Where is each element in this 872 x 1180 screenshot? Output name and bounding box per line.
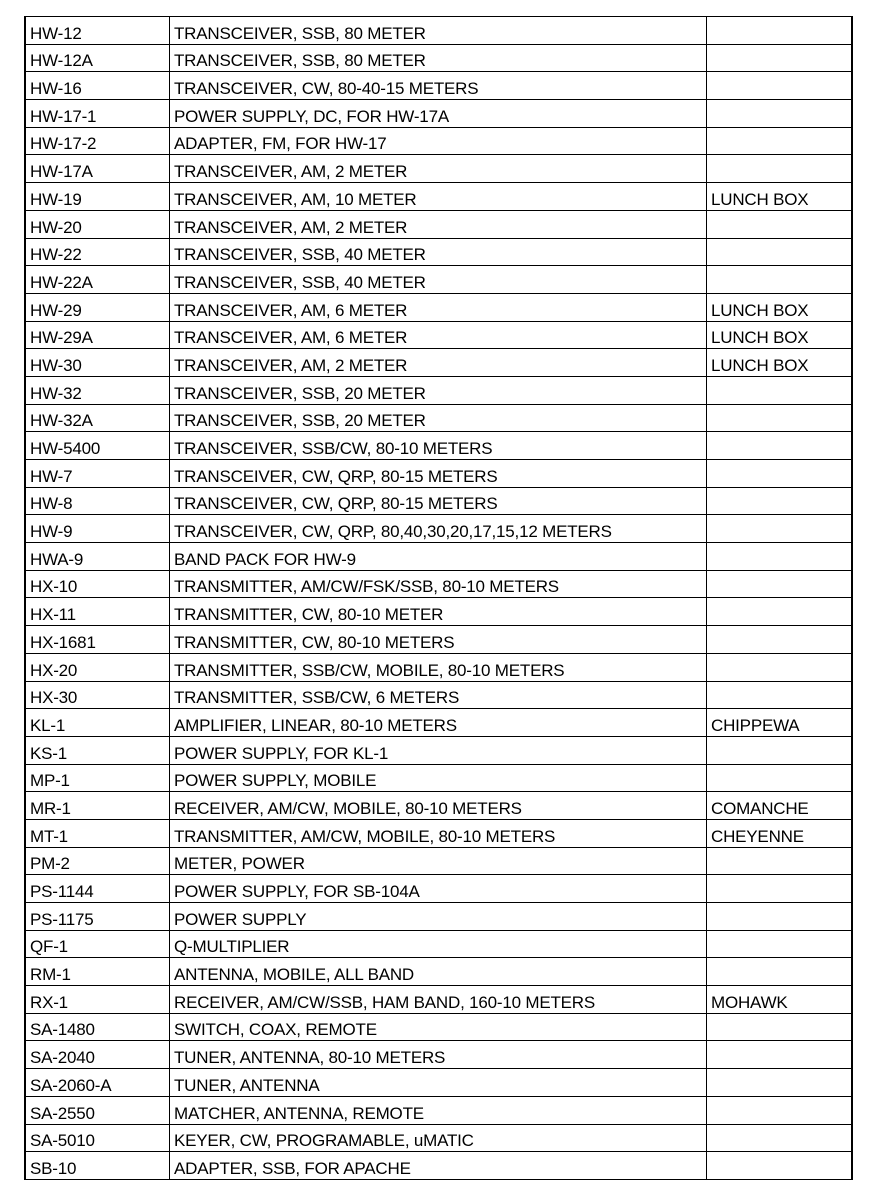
description-cell: TRANSCEIVER, AM, 2 METER (170, 349, 707, 377)
table-row (25, 709, 852, 737)
table-row (25, 1124, 852, 1152)
note-cell (707, 100, 853, 128)
description-cell: TRANSCEIVER, SSB, 80 METER (170, 44, 707, 72)
model-cell: PS-1144 (25, 875, 170, 903)
model-cell: HX-1681 (25, 626, 170, 654)
table-row (25, 1041, 852, 1069)
table-row (25, 847, 852, 875)
table-row (25, 127, 852, 155)
model-cell: HW-29A (25, 321, 170, 349)
note-cell (707, 653, 853, 681)
note-cell (707, 543, 853, 571)
table-row (25, 903, 852, 931)
table-row (25, 819, 852, 847)
description-cell: TRANSCEIVER, CW, QRP, 80-15 METERS (170, 487, 707, 515)
description-cell: POWER SUPPLY, FOR SB-104A (170, 875, 707, 903)
table-row (25, 930, 852, 958)
table-row (25, 681, 852, 709)
description-cell: TRANSCEIVER, SSB, 40 METER (170, 238, 707, 266)
model-cell: RM-1 (25, 958, 170, 986)
table-row (25, 293, 852, 321)
description-cell: RECEIVER, AM/CW/SSB, HAM BAND, 160-10 METERS (170, 986, 707, 1014)
description-cell: TRANSCEIVER, AM, 6 METER (170, 293, 707, 321)
model-cell: HW-22 (25, 238, 170, 266)
model-cell: HW-30 (25, 349, 170, 377)
note-cell (707, 266, 853, 294)
table-row (25, 210, 852, 238)
description-cell: TRANSCEIVER, AM, 6 METER (170, 321, 707, 349)
table-row (25, 183, 852, 211)
description-cell: ANTENNA, MOBILE, ALL BAND (170, 958, 707, 986)
table-row (25, 487, 852, 515)
table-row (25, 432, 852, 460)
table-row (25, 100, 852, 128)
note-cell (707, 1069, 853, 1097)
model-cell: MR-1 (25, 792, 170, 820)
note-cell: LUNCH BOX (707, 321, 853, 349)
model-cell: HW-32 (25, 376, 170, 404)
table-row (25, 986, 852, 1014)
note-cell: LUNCH BOX (707, 183, 853, 211)
description-cell: TRANSCEIVER, AM, 10 METER (170, 183, 707, 211)
note-cell (707, 376, 853, 404)
description-cell: TRANSMITTER, SSB/CW, MOBILE, 80-10 METERS (170, 653, 707, 681)
note-cell (707, 570, 853, 598)
table-row (25, 1013, 852, 1041)
table-row (25, 17, 852, 45)
parts-table-body (25, 17, 852, 1180)
model-cell: MP-1 (25, 764, 170, 792)
note-cell (707, 72, 853, 100)
note-cell (707, 210, 853, 238)
model-cell: HW-12 (25, 17, 170, 45)
description-cell: TRANSCEIVER, SSB, 80 METER (170, 17, 707, 45)
note-cell (707, 44, 853, 72)
description-cell: TRANSCEIVER, CW, 80-40-15 METERS (170, 72, 707, 100)
note-cell: COMANCHE (707, 792, 853, 820)
note-cell (707, 958, 853, 986)
note-cell (707, 875, 853, 903)
note-cell: CHIPPEWA (707, 709, 853, 737)
note-cell: LUNCH BOX (707, 293, 853, 321)
note-cell (707, 127, 853, 155)
table-row (25, 570, 852, 598)
description-cell: TRANSCEIVER, AM, 2 METER (170, 155, 707, 183)
note-cell (707, 903, 853, 931)
description-cell: Q-MULTIPLIER (170, 930, 707, 958)
model-cell: HW-12A (25, 44, 170, 72)
model-cell: HW-17-2 (25, 127, 170, 155)
note-cell: CHEYENNE (707, 819, 853, 847)
model-cell: HWA-9 (25, 543, 170, 571)
description-cell: MATCHER, ANTENNA, REMOTE (170, 1096, 707, 1124)
model-cell: SA-1480 (25, 1013, 170, 1041)
model-cell: HW-9 (25, 515, 170, 543)
note-cell (707, 404, 853, 432)
note-cell (707, 432, 853, 460)
model-cell: HX-20 (25, 653, 170, 681)
note-cell (707, 17, 853, 45)
table-row (25, 238, 852, 266)
description-cell: POWER SUPPLY, FOR KL-1 (170, 736, 707, 764)
description-cell: TRANSMITTER, AM/CW, MOBILE, 80-10 METERS (170, 819, 707, 847)
table-row (25, 764, 852, 792)
model-cell: HW-7 (25, 460, 170, 488)
description-cell: TRANSCEIVER, SSB, 20 METER (170, 404, 707, 432)
description-cell: TRANSMITTER, CW, 80-10 METERS (170, 626, 707, 654)
model-cell: KL-1 (25, 709, 170, 737)
description-cell: TRANSCEIVER, CW, QRP, 80-15 METERS (170, 460, 707, 488)
model-cell: HW-29 (25, 293, 170, 321)
model-cell: HW-5400 (25, 432, 170, 460)
note-cell (707, 1096, 853, 1124)
model-cell: HW-22A (25, 266, 170, 294)
note-cell (707, 847, 853, 875)
table-row (25, 266, 852, 294)
table-row (25, 1152, 852, 1180)
model-cell: HW-19 (25, 183, 170, 211)
description-cell: TRANSCEIVER, SSB, 40 METER (170, 266, 707, 294)
table-row (25, 792, 852, 820)
description-cell: TUNER, ANTENNA, 80-10 METERS (170, 1041, 707, 1069)
model-cell: SA-5010 (25, 1124, 170, 1152)
note-cell (707, 460, 853, 488)
table-row (25, 958, 852, 986)
description-cell: AMPLIFIER, LINEAR, 80-10 METERS (170, 709, 707, 737)
description-cell: RECEIVER, AM/CW, MOBILE, 80-10 METERS (170, 792, 707, 820)
description-cell: TRANSCEIVER, SSB, 20 METER (170, 376, 707, 404)
note-cell (707, 1041, 853, 1069)
table-row (25, 44, 852, 72)
note-cell (707, 487, 853, 515)
description-cell: TRANSMITTER, SSB/CW, 6 METERS (170, 681, 707, 709)
description-cell: ADAPTER, FM, FOR HW-17 (170, 127, 707, 155)
model-cell: KS-1 (25, 736, 170, 764)
description-cell: POWER SUPPLY, DC, FOR HW-17A (170, 100, 707, 128)
description-cell: TRANSMITTER, AM/CW/FSK/SSB, 80-10 METERS (170, 570, 707, 598)
note-cell (707, 930, 853, 958)
table-row (25, 72, 852, 100)
description-cell: KEYER, CW, PROGRAMABLE, uMATIC (170, 1124, 707, 1152)
note-cell (707, 764, 853, 792)
table-row (25, 1069, 852, 1097)
note-cell (707, 1152, 853, 1180)
table-row (25, 349, 852, 377)
table-row (25, 376, 852, 404)
model-cell: HW-16 (25, 72, 170, 100)
model-cell: HW-20 (25, 210, 170, 238)
model-cell: HX-11 (25, 598, 170, 626)
note-cell (707, 626, 853, 654)
model-cell: QF-1 (25, 930, 170, 958)
model-cell: HX-10 (25, 570, 170, 598)
table-row (25, 1096, 852, 1124)
description-cell: TRANSCEIVER, SSB/CW, 80-10 METERS (170, 432, 707, 460)
description-cell: TRANSMITTER, CW, 80-10 METER (170, 598, 707, 626)
description-cell: ADAPTER, SSB, FOR APACHE (170, 1152, 707, 1180)
table-row (25, 626, 852, 654)
model-cell: SA-2060-A (25, 1069, 170, 1097)
description-cell: SWITCH, COAX, REMOTE (170, 1013, 707, 1041)
description-cell: METER, POWER (170, 847, 707, 875)
description-cell: TUNER, ANTENNA (170, 1069, 707, 1097)
parts-table (24, 16, 853, 1180)
model-cell: PS-1175 (25, 903, 170, 931)
description-cell: POWER SUPPLY (170, 903, 707, 931)
description-cell: BAND PACK FOR HW-9 (170, 543, 707, 571)
model-cell: HW-8 (25, 487, 170, 515)
model-cell: SA-2040 (25, 1041, 170, 1069)
note-cell: LUNCH BOX (707, 349, 853, 377)
table-row (25, 598, 852, 626)
table-row (25, 155, 852, 183)
table-row (25, 736, 852, 764)
table-row (25, 653, 852, 681)
model-cell: MT-1 (25, 819, 170, 847)
note-cell: MOHAWK (707, 986, 853, 1014)
model-cell: SB-10 (25, 1152, 170, 1180)
model-cell: RX-1 (25, 986, 170, 1014)
model-cell: HX-30 (25, 681, 170, 709)
parts-list (24, 16, 851, 1180)
table-row (25, 875, 852, 903)
model-cell: SA-2550 (25, 1096, 170, 1124)
description-cell: TRANSCEIVER, CW, QRP, 80,40,30,20,17,15,12 METERS (170, 515, 707, 543)
model-cell: PM-2 (25, 847, 170, 875)
note-cell (707, 681, 853, 709)
table-row (25, 404, 852, 432)
note-cell (707, 598, 853, 626)
table-row (25, 460, 852, 488)
note-cell (707, 515, 853, 543)
model-cell: HW-17-1 (25, 100, 170, 128)
table-row (25, 543, 852, 571)
note-cell (707, 238, 853, 266)
table-row (25, 321, 852, 349)
description-cell: TRANSCEIVER, AM, 2 METER (170, 210, 707, 238)
note-cell (707, 155, 853, 183)
table-row (25, 515, 852, 543)
note-cell (707, 1013, 853, 1041)
note-cell (707, 736, 853, 764)
model-cell: HW-17A (25, 155, 170, 183)
model-cell: HW-32A (25, 404, 170, 432)
description-cell: POWER SUPPLY, MOBILE (170, 764, 707, 792)
note-cell (707, 1124, 853, 1152)
